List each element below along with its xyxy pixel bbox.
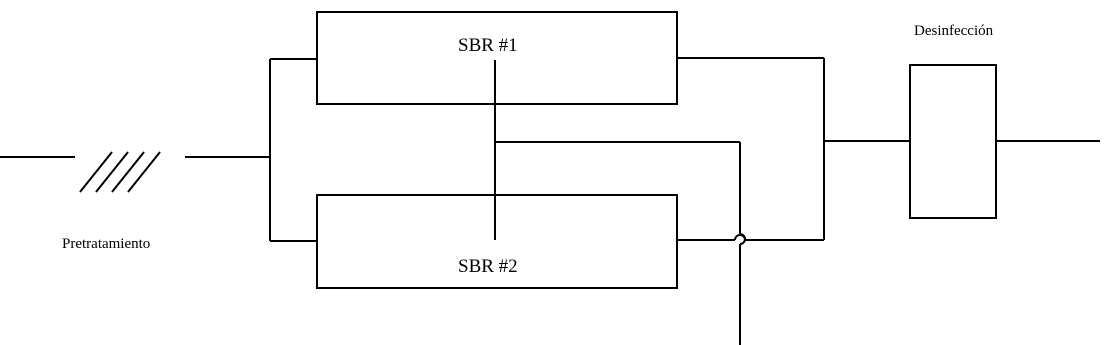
effluent-merge bbox=[677, 58, 910, 240]
disinfection-box bbox=[910, 65, 996, 218]
inlet-splitter bbox=[270, 59, 317, 241]
disinfection-label: Desinfección bbox=[914, 23, 994, 39]
pretreatment-label: Pretratamiento bbox=[62, 236, 151, 252]
sbr-2-label: SBR #2 bbox=[458, 256, 518, 277]
sbr-1-label: SBR #1 bbox=[458, 35, 518, 56]
pretreatment-break-symbol bbox=[80, 152, 160, 192]
sbr-1-box bbox=[317, 12, 677, 104]
